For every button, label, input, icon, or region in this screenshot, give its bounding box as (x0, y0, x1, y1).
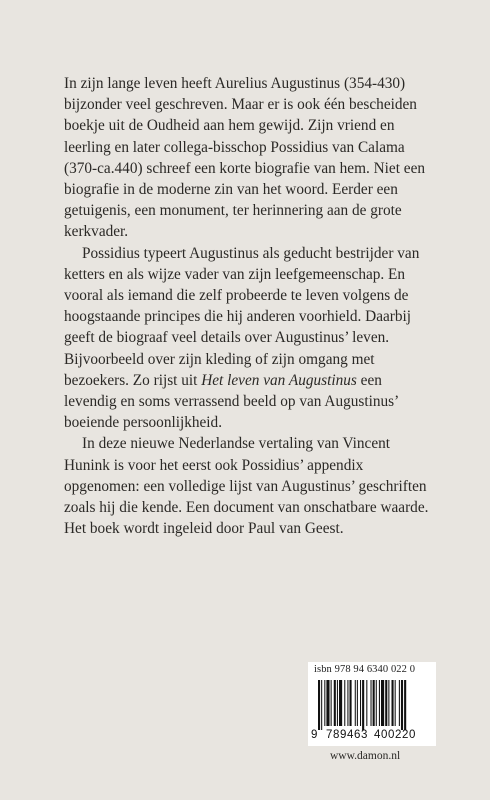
barcode-bars (318, 680, 426, 730)
blurb-paragraph-2-text-start: Possidius typeert Augustinus als geducht bestrijder van ketters en als wijze vader van zijn leefgemeenschap. En vooral als iemand die zelf probeerde te leven volgens de hoogstaande principes die hij anderen voorhield. Daarbij geeft de biograaf veel details over Augustinus’ leven. Bijvoorbeeld over zijn kleding of zijn omgang met bezoekers. Zo rijst uit (64, 244, 420, 389)
publisher-website: www.damon.nl (330, 750, 401, 762)
blurb-paragraph-1: In zijn lange leven heeft Aurelius Augustinus (354-430) bijzonder veel geschreven. Maar er is ook één bescheiden boekje uit de Oudheid aan hem gewijd. Zijn vriend en leerling en later collega-bisschop Possidius van Calama (370-ca.440) schreef een korte biografie van hem. Niet een biografie in de moderne zin van het woord. Eerder een getuigenis, een monument, ter herinnering aan de grote kerkvader. (64, 75, 426, 241)
book-title-italic: Het leven van Augustinus (201, 371, 357, 389)
blurb-paragraph-2 (64, 243, 436, 434)
back-cover-blurb (64, 73, 436, 539)
barcode-lead-digit: 9 (311, 729, 318, 741)
isbn-barcode (308, 662, 436, 746)
barcode-digit-group-2: 400220 (374, 729, 416, 741)
barcode-digit-group-1: 789463 (326, 729, 368, 741)
isbn-label: isbn 978 94 6340 022 0 (314, 664, 416, 675)
blurb-paragraph-2-text-end: een levendig en soms verrassend beeld op van Augustinus’ boeiende persoonlijkheid. (64, 371, 399, 432)
blurb-paragraph-3: In deze nieuwe Nederlandse vertaling van Vincent Hunink is voor het eerst ook Possidius’ appendix opgenomen: een volledige lijst van Augustinus’ geschriften zoals hij die kende. Een document van onschatbare waarde. Het boek wordt ingeleid door Paul van Geest. (64, 435, 429, 538)
